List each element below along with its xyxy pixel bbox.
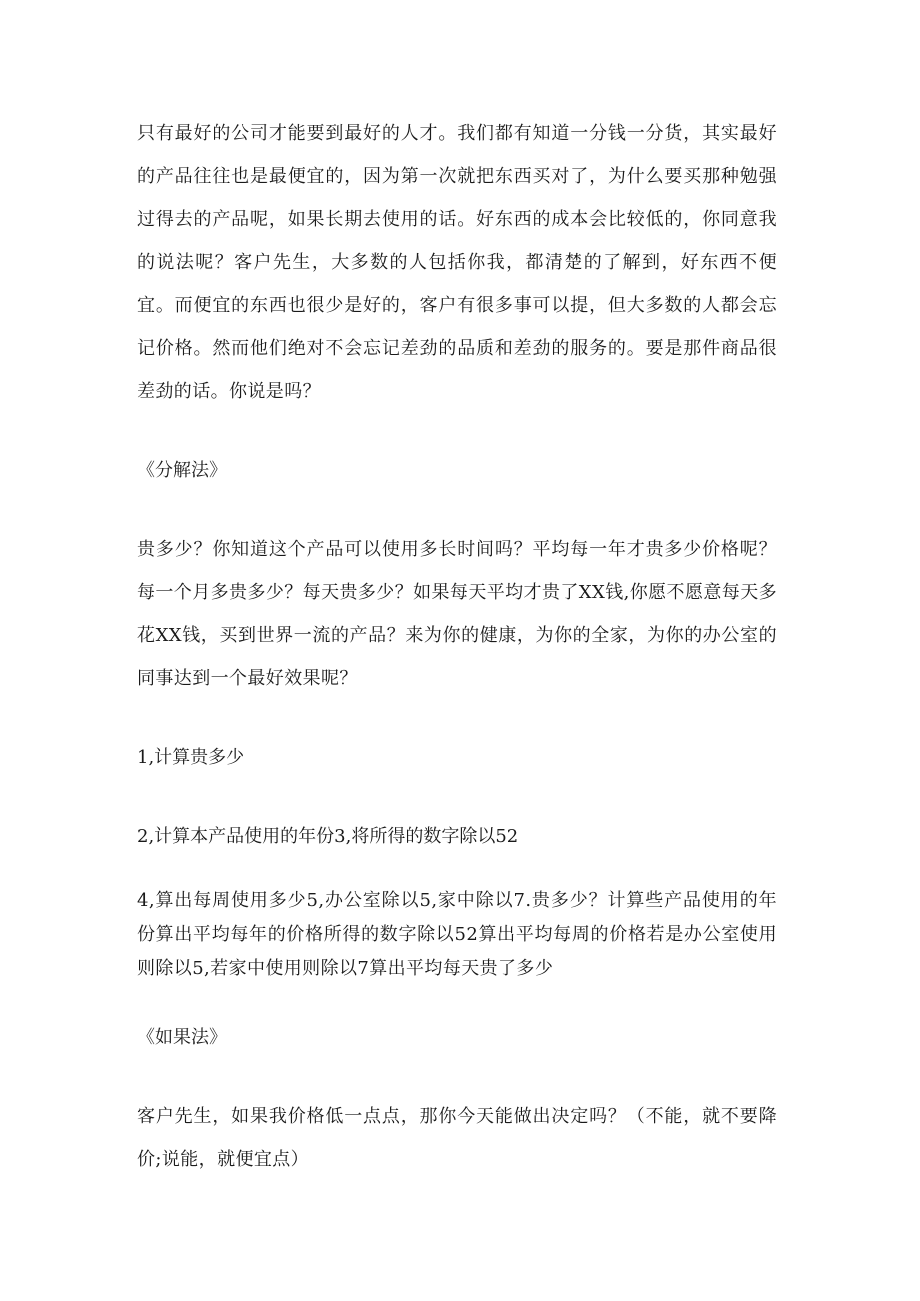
step-4-paragraph: 4,算出每周使用多少5,办公室除以5,家中除以7.贵多少？计算些产品使用的年份算出平均每年的价格所得的数字除以52算出平均每周的价格若是办公室使用则除以5,若家中使用则除以7算出平均每天贵了多少 [137,890,777,979]
step-1: 1,计算贵多少 [137,747,245,768]
if-method-paragraph: 客户先生，如果我价格低一点点，那你今天能做出决定吗？（不能，就不要降价;说能，就便宜点） [137,1106,777,1170]
step-2: 2,计算本产品使用的年份3,将所得的数字除以52 [137,826,519,847]
section-heading-decomposition: 《分解法》 [137,460,227,481]
decomposition-paragraph: 贵多少？你知道这个产品可以使用多长时间吗？平均每一年才贵多少价格呢？每一个月多贵多少？每天贵多少？如果每天平均才贵了XX钱,你愿不愿意每天多花XX钱，买到世界一流的产品？来为你的健康，为你的全家，为你的办公室的同事达到一个最好效果呢？ [137,539,777,689]
section-heading-if: 《如果法》 [137,1027,227,1048]
document-page [137,112,777,1181]
intro-paragraph: 只有最好的公司才能要到最好的人才。我们都有知道一分钱一分货，其实最好的产品往往也是最便宜的，因为第一次就把东西买对了，为什么要买那种勉强过得去的产品呢，如果长期去使用的话。好东西的成本会比较低的，你同意我的说法呢？客户先生，大多数的人包括你我，都清楚的了解到，好东西不便宜。而便宜的东西也很少是好的，客户有很多事可以提，但大多数的人都会忘记价格。然而他们绝对不会忘记差劲的品质和差劲的服务的。要是那件商品很差劲的话。你说是吗？ [137,123,777,402]
